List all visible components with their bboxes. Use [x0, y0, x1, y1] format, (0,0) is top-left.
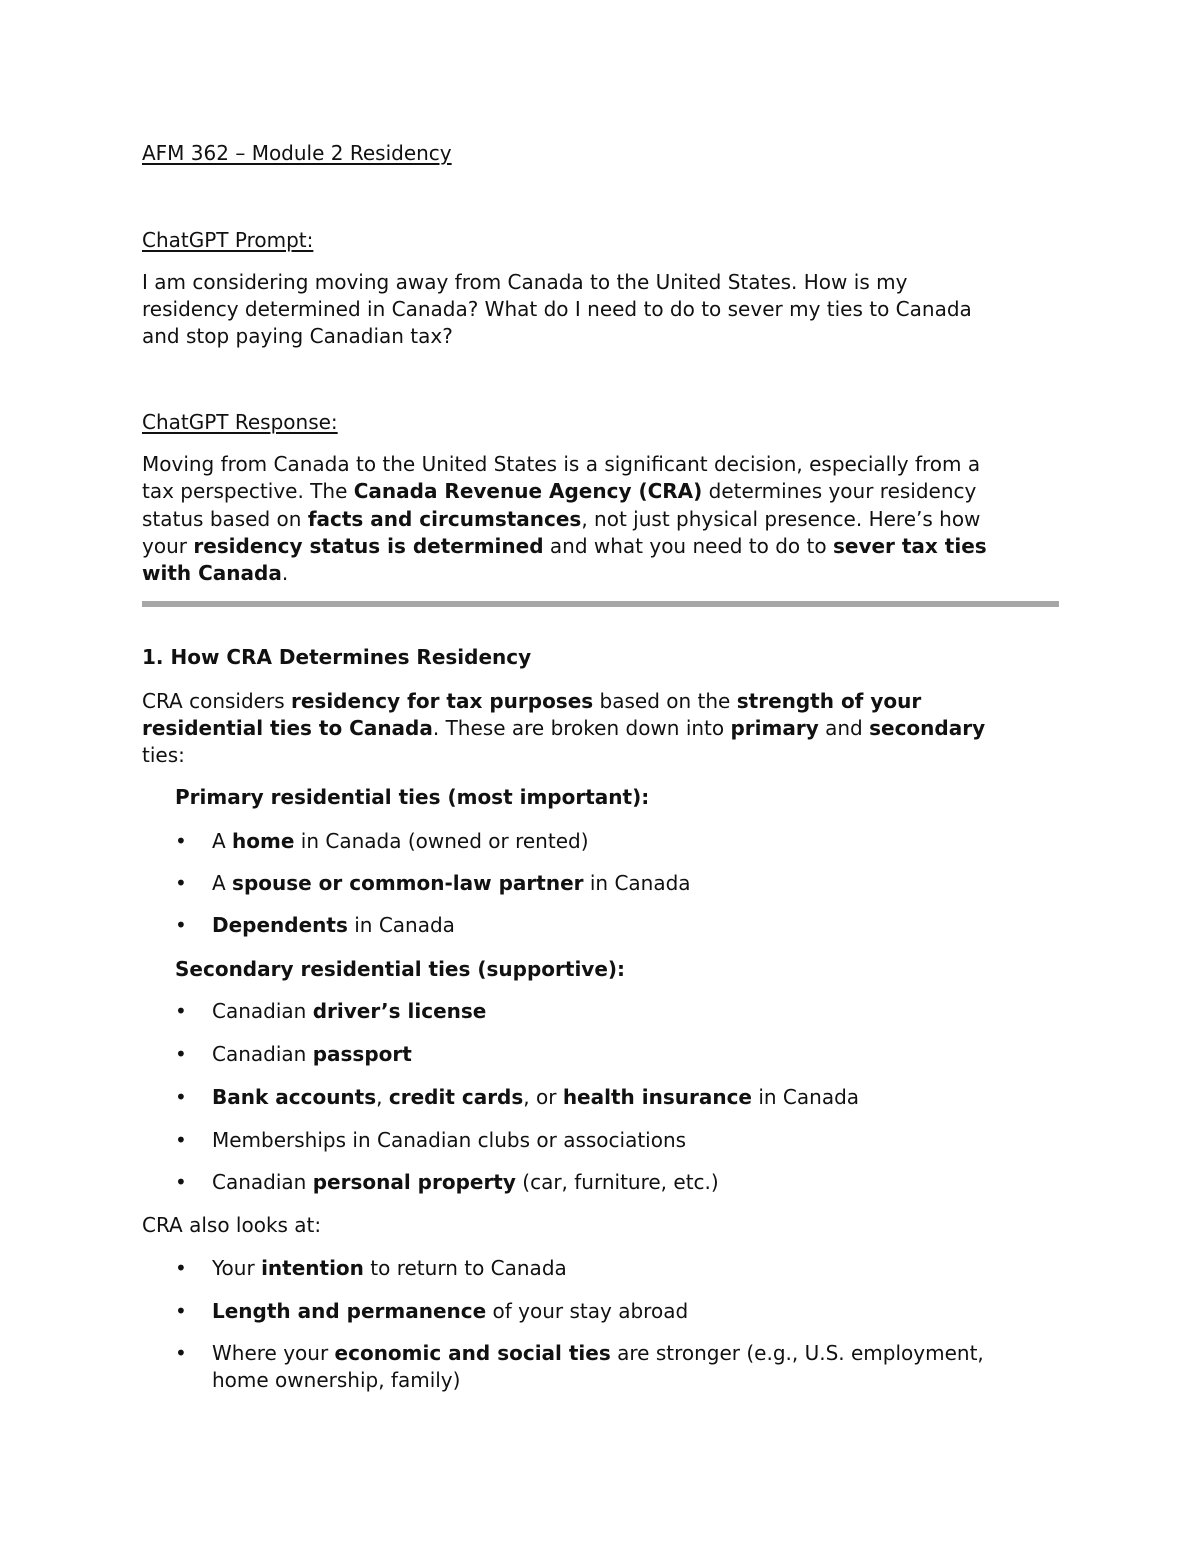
secondary-ties-heading: Secondary residential ties (supportive):	[175, 957, 626, 981]
primary-ties-heading: Primary residential ties (most important):	[175, 785, 650, 809]
bullet-icon: •	[175, 1042, 187, 1066]
also-looks-heading: CRA also looks at:	[142, 1213, 322, 1237]
response-heading: ChatGPT Response:	[142, 410, 338, 434]
bullet-icon: •	[175, 871, 187, 895]
intro-line-4: your residency status is determined and what you need to do to sever tax ties	[142, 534, 987, 558]
bullet-icon: •	[175, 1128, 187, 1152]
intro-line-1: Moving from Canada to the United States is a significant decision, especially from a	[142, 452, 981, 476]
bullet-icon: •	[175, 1085, 187, 1109]
intro-line-2: tax perspective. The Canada Revenue Agency (CRA) determines your residency	[142, 479, 977, 503]
document-title: AFM 362 – Module 2 Residency	[142, 141, 452, 165]
section-1-line-1: CRA considers residency for tax purposes based on the strength of your	[142, 689, 922, 713]
prompt-line-1: I am considering moving away from Canada to the United States. How is my	[142, 270, 908, 294]
bullet-icon: •	[175, 913, 187, 937]
prompt-heading: ChatGPT Prompt:	[142, 228, 314, 252]
intro-line-5: with Canada.	[142, 561, 289, 585]
bullet-icon: •	[175, 1299, 187, 1323]
section-1-line-2: residential ties to Canada. These are broken down into primary and secondary	[142, 716, 986, 740]
bullet-icon: •	[175, 1170, 187, 1194]
intro-line-3: status based on facts and circumstances, not just physical presence. Here’s how	[142, 507, 981, 531]
prompt-line-3: and stop paying Canadian tax?	[142, 324, 453, 348]
section-1-line-3: ties:	[142, 743, 185, 767]
bullet-icon: •	[175, 1256, 187, 1280]
bullet-icon: •	[175, 999, 187, 1023]
prompt-line-2: residency determined in Canada? What do I need to do to sever my ties to Canada	[142, 297, 972, 321]
section-1-heading: 1. How CRA Determines Residency	[142, 645, 532, 669]
bullet-icon: •	[175, 1341, 187, 1365]
horizontal-rule	[142, 601, 1059, 607]
bullet-icon: •	[175, 829, 187, 853]
